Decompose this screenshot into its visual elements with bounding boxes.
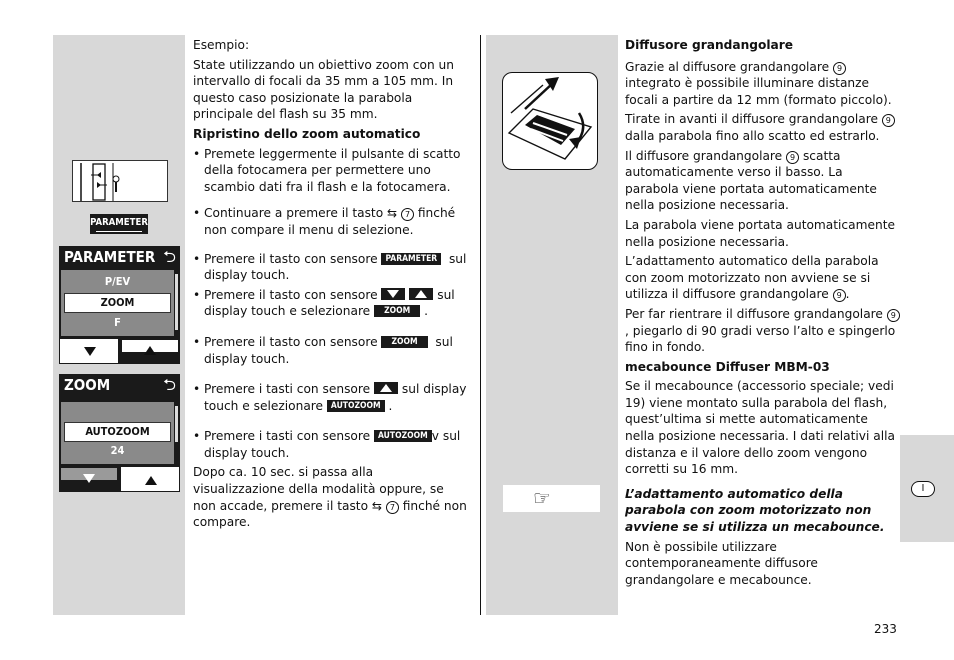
zoom-sensor-chip: ZOOM — [381, 336, 427, 348]
flash-contacts-illustration — [72, 160, 168, 202]
ref-number-circle: 9 — [833, 62, 846, 75]
up-sensor-icon — [374, 382, 398, 394]
mbm-heading: mecabounce Diffuser MBM-03 — [625, 359, 830, 374]
up-button[interactable] — [120, 338, 180, 364]
menu-item-autozoom[interactable]: AUTOZOOM — [64, 422, 171, 442]
parameter-chip-label: PARAMETER — [90, 217, 148, 228]
ref-number-circle: 9 — [833, 289, 846, 302]
swap-arrows-icon: ⇆ — [371, 498, 382, 513]
up-button[interactable] — [120, 466, 180, 492]
parameter-sensor-chip: PARAMETER — [381, 253, 441, 265]
bullet-7: • Premere i tasti con sensore AUTOZOOM v sul display touch. — [193, 428, 468, 461]
note-pointing-hand-box — [503, 485, 600, 512]
left-text-column — [193, 37, 468, 534]
zoom-menu-panel — [59, 374, 180, 492]
parameter-menu-title: PARAMETER — [64, 248, 156, 266]
menu-item-f[interactable]: F — [114, 316, 121, 329]
back-icon[interactable]: ⮌ — [163, 375, 176, 394]
bullet-1: • Premete leggermente il pulsante di scatto della fotocamera per permettere uno scambio dati fra il flash e la fotocamera. — [193, 146, 468, 196]
language-label: I — [921, 483, 925, 494]
paragraph-2: Tirate in avanti il diffusore grandangolare 9 dalla parabola fino allo scatto ed estrarlo. — [625, 111, 900, 144]
ref-number-circle: 9 — [887, 309, 900, 322]
paragraph-5: L’adattamento automatico della parabola con zoom motorizzato non avviene se si utilizza il diffusore grandangolare 9 . — [625, 254, 879, 302]
note-text: Non è possibile utilizzare contemporaneamente diffusore grandangolare e mecabounce. — [625, 539, 818, 587]
back-icon[interactable]: ⮌ — [163, 247, 176, 266]
zoom-menu-title: ZOOM — [64, 376, 111, 394]
paragraph-7: Se il mecabounce (accessorio speciale; vedi 19) viene montato sulla parabola del flash, quest’ultima si mette automaticamente nella posizione necessaria. I dati relativi alla distanza e il valore dello zoom vengono corretti su 16 mm. — [625, 379, 895, 477]
bullet-4: • Premere il tasto con sensore sul display touch e selezionare ZOOM . — [193, 287, 468, 320]
closing-text: Dopo ca. 10 sec. si passa alla visualizzazione della modalità oppure, se non accade, premere il tasto ⇆ 7 finché non compare. — [193, 465, 467, 530]
key-number-circle: 7 — [401, 208, 414, 221]
autozoom-sensor-chip: AUTOZOOM — [374, 430, 432, 442]
page-number: 233 — [874, 622, 897, 636]
paragraph-4: La parabola viene portata automaticamente nella posizione necessaria. — [625, 217, 895, 249]
zoom-sensor-chip: ZOOM — [374, 305, 420, 317]
pointing-hand-icon: ☞ — [533, 486, 551, 510]
parameter-menu-panel — [59, 246, 180, 364]
swap-arrows-icon: ⇆ — [387, 206, 398, 221]
key-number-circle: 7 — [386, 501, 399, 514]
right-text-column — [625, 37, 900, 591]
paragraph-3: Il diffusore grandangolare 9 scatta automaticamente verso il basso. La parabola viene portata automaticamente nella posizione necessaria. — [625, 148, 877, 213]
menu-item-pev[interactable]: P/EV — [104, 275, 131, 288]
note-bold: L’adattamento automatico della parabola con zoom motorizzato non avviene se si utilizza un mecabounce. — [625, 486, 885, 535]
menu-item-zoom[interactable]: ZOOM — [64, 293, 171, 313]
down-button[interactable] — [59, 338, 119, 364]
zoom-menu-list — [61, 402, 174, 464]
example-label: Esempio: — [193, 38, 250, 52]
example-text: State utilizzando un obiettivo zoom con un intervallo di focali da 35 mm a 105 mm. In questo caso posizionate la parabola principale del flash su 35 mm. — [193, 57, 454, 122]
bullet-3: • Premere il tasto con sensore PARAMETER sul display touch. — [193, 251, 468, 284]
bullet-5: • Premere il tasto con sensore ZOOM sul display touch. — [193, 334, 468, 367]
parameter-menu-list — [61, 270, 174, 336]
language-badge — [911, 481, 935, 497]
column-divider — [480, 35, 481, 615]
wide-angle-heading: Diffusore grandangolare — [625, 38, 794, 52]
ref-number-circle: 9 — [786, 151, 799, 164]
bullet-6: • Premere i tasti con sensore sul display touch e selezionare AUTOZOOM . — [193, 381, 468, 414]
zoom-scrollbar[interactable] — [175, 406, 178, 442]
down-button[interactable] — [59, 466, 119, 492]
up-sensor-icon — [409, 288, 433, 300]
ref-number-circle: 9 — [882, 114, 895, 127]
paragraph-1: Grazie al diffusore grandangolare 9 integrato è possibile illuminare distanze focali a partire da 12 mm (formato piccolo). — [625, 59, 892, 107]
paragraph-6: Per far rientrare il diffusore grandangolare 9, piegarlo di 90 gradi verso l’alto e spingerlo fino in fondo. — [625, 306, 900, 356]
down-sensor-icon — [381, 288, 405, 300]
menu-item-24[interactable]: 24 — [110, 444, 125, 457]
bullet-2: • Continuare a premere il tasto ⇆ 7 finché non compare il menu di selezione. — [193, 205, 468, 238]
wide-angle-diffuser-illustration — [502, 72, 598, 170]
parameter-chip-illustration — [90, 214, 148, 234]
parameter-scrollbar[interactable] — [175, 274, 178, 330]
reset-heading: Ripristino dello zoom automatico — [193, 126, 421, 141]
autozoom-sensor-chip: AUTOZOOM — [327, 400, 385, 412]
